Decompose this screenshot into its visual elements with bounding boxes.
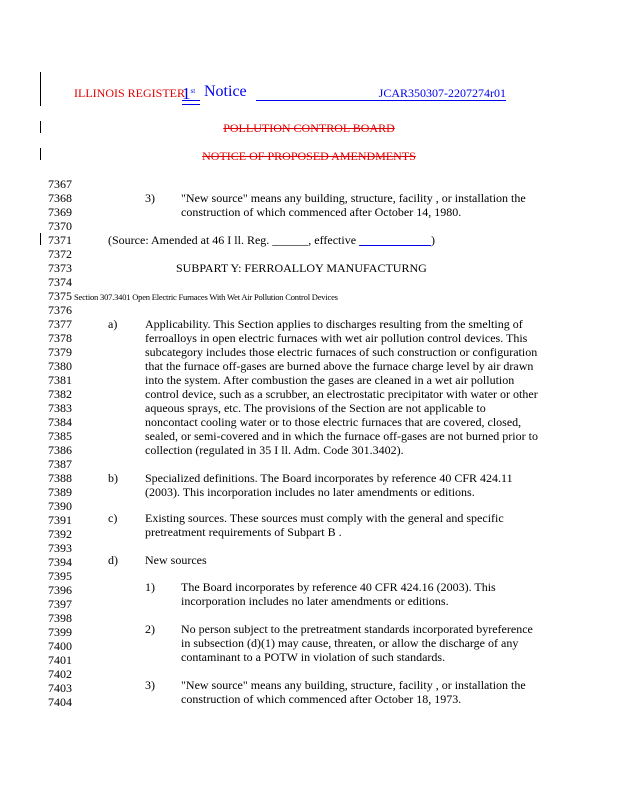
line-number: 7404 [48,695,72,709]
para-a-line: ferroalloys in open electric furnaces with wet air pollution control devices. This [145,331,528,345]
para-d1-line: The Board incorporates by reference 40 CFR 424.16 (2003). This [181,580,496,594]
para-c-line: Existing sources. These sources must comply with the general and specific [145,511,504,525]
line-number: 7401 [48,653,72,667]
line-number: 7385 [48,429,72,443]
line-number: 7395 [48,569,72,583]
line-number: 7382 [48,387,72,401]
para-a-line: control device, such as a scrubber, an electrostatic precipitator with water or other [145,387,538,401]
line-number: 7384 [48,415,72,429]
line-number: 7398 [48,611,72,625]
para-marker: a) [108,317,118,331]
subpara-marker: 1) [145,580,155,594]
line-number: 7400 [48,639,72,653]
line-number: 7402 [48,667,72,681]
register-number-underline [182,104,200,105]
para-d2-line: contaminant to a POTW in violation of such standards. [181,650,446,664]
change-bar [40,72,41,106]
line-number: 7388 [48,471,72,485]
line-number: 7387 [48,457,72,471]
para-marker: d) [108,553,118,567]
para-marker: c) [108,511,118,525]
line-number: 7379 [48,345,72,359]
source-note-suffix: ) [431,233,436,247]
source-note-blank: ______ [272,233,309,247]
line-number: 7369 [48,205,72,219]
source-note-prefix: (Source: Amended at 46 I ll. Reg. [108,233,273,247]
line-number: 7380 [48,359,72,373]
para-a-line: sealed, or semi-covered and in which the furnace off-gases are not burned prior to [145,429,538,443]
para-b-line: Specialized definitions. The Board incorporates by reference 40 CFR 424.11 [145,471,513,485]
para-a-line: collection (regulated in 35 I ll. Adm. Code 301.3402). [145,443,404,457]
doc-code-text: JCAR350307-2207274r01 [378,86,506,100]
line-number: 7396 [48,583,72,597]
para-b-line: (2003). This incorporation includes no later amendments or editions. [145,485,475,499]
notice-label: Notice [204,83,247,100]
line-number: 7393 [48,541,72,555]
para-c-line: pretreatment requirements of Subpart B . [145,525,342,539]
line-number: 7372 [48,247,72,261]
source-note-date-blank: ____________ [359,233,432,247]
doc-code [256,87,506,101]
subpara-marker: 2) [145,622,155,636]
para-a-line: that the furnace off-gases are burned above the furnace charge level by air drawn [145,359,534,373]
para-marker: b) [108,471,118,485]
line-number: 7376 [48,303,72,317]
change-bar [40,233,41,245]
register-number-suffix: st [190,87,196,95]
line-number: 7403 [48,681,72,695]
para-d2-line: in subsection (d)(1) may cause, threaten, or allow the discharge of any [181,636,519,650]
board-title: POLLUTION CONTROL BOARD [223,121,395,135]
para-a-line: Applicability. This Section applies to discharges resulting from the smelting of [145,317,523,331]
line-number: 7377 [48,317,72,331]
section-heading: Section 307.3401 Open Electric Furnaces With Wet Air Pollution Control Devices [74,292,338,302]
register-title: ILLINOIS REGISTER [74,86,185,100]
para-a-line: into the system. After combustion the gases are cleaned in a wet air pollution [145,373,515,387]
line-number: 7386 [48,443,72,457]
register-number-digit: 1 [182,84,191,103]
notice-title: NOTICE OF PROPOSED AMENDMENTS [202,149,416,163]
para-d3-line: construction of which commenced after October 18, 1973. [181,692,462,706]
para-a-line: subcategory includes those electric furnaces of such construction or configuration [145,345,538,359]
line-number: 7375 [48,289,72,303]
para-d3-line: "New source" means any building, structure, facility , or installation the [181,678,526,692]
line-number: 7392 [48,527,72,541]
subpara-marker: 3) [145,678,155,692]
item-3-top-line: "New source" means any building, structure, facility , or installation the [181,191,526,205]
line-number: 7367 [48,177,72,191]
line-number: 7394 [48,555,72,569]
line-number: 7397 [48,597,72,611]
para-d-line: New sources [145,553,207,567]
line-number: 7381 [48,373,72,387]
subpart-heading: SUBPART Y: FERROALLOY MANUFACTURNG [176,261,427,275]
para-d2-line: No person subject to the pretreatment standards incorporated byreference [181,622,533,636]
source-note [108,233,435,247]
line-number: 7371 [48,233,72,247]
line-number: 7391 [48,513,72,527]
item-marker: 3) [145,191,155,205]
line-number: 7374 [48,275,72,289]
source-note-middle: , effective [308,233,360,247]
line-number: 7368 [48,191,72,205]
para-a-line: noncontact cooling water or to those electric furnaces that are covered, closed, [145,415,522,429]
para-d1-line: incorporation includes no later amendments or editions. [181,594,449,608]
line-number: 7370 [48,219,72,233]
line-number: 7389 [48,485,72,499]
line-number: 7378 [48,331,72,345]
register-number-underline [182,100,200,101]
item-3-top-line: construction of which commenced after October 14, 1980. [181,205,462,219]
line-number: 7399 [48,625,72,639]
para-a-line: aqueous sprays, etc. The provisions of the Section are not applicable to [145,401,486,415]
line-number: 7383 [48,401,72,415]
line-number: 7390 [48,499,72,513]
line-number: 7373 [48,261,72,275]
